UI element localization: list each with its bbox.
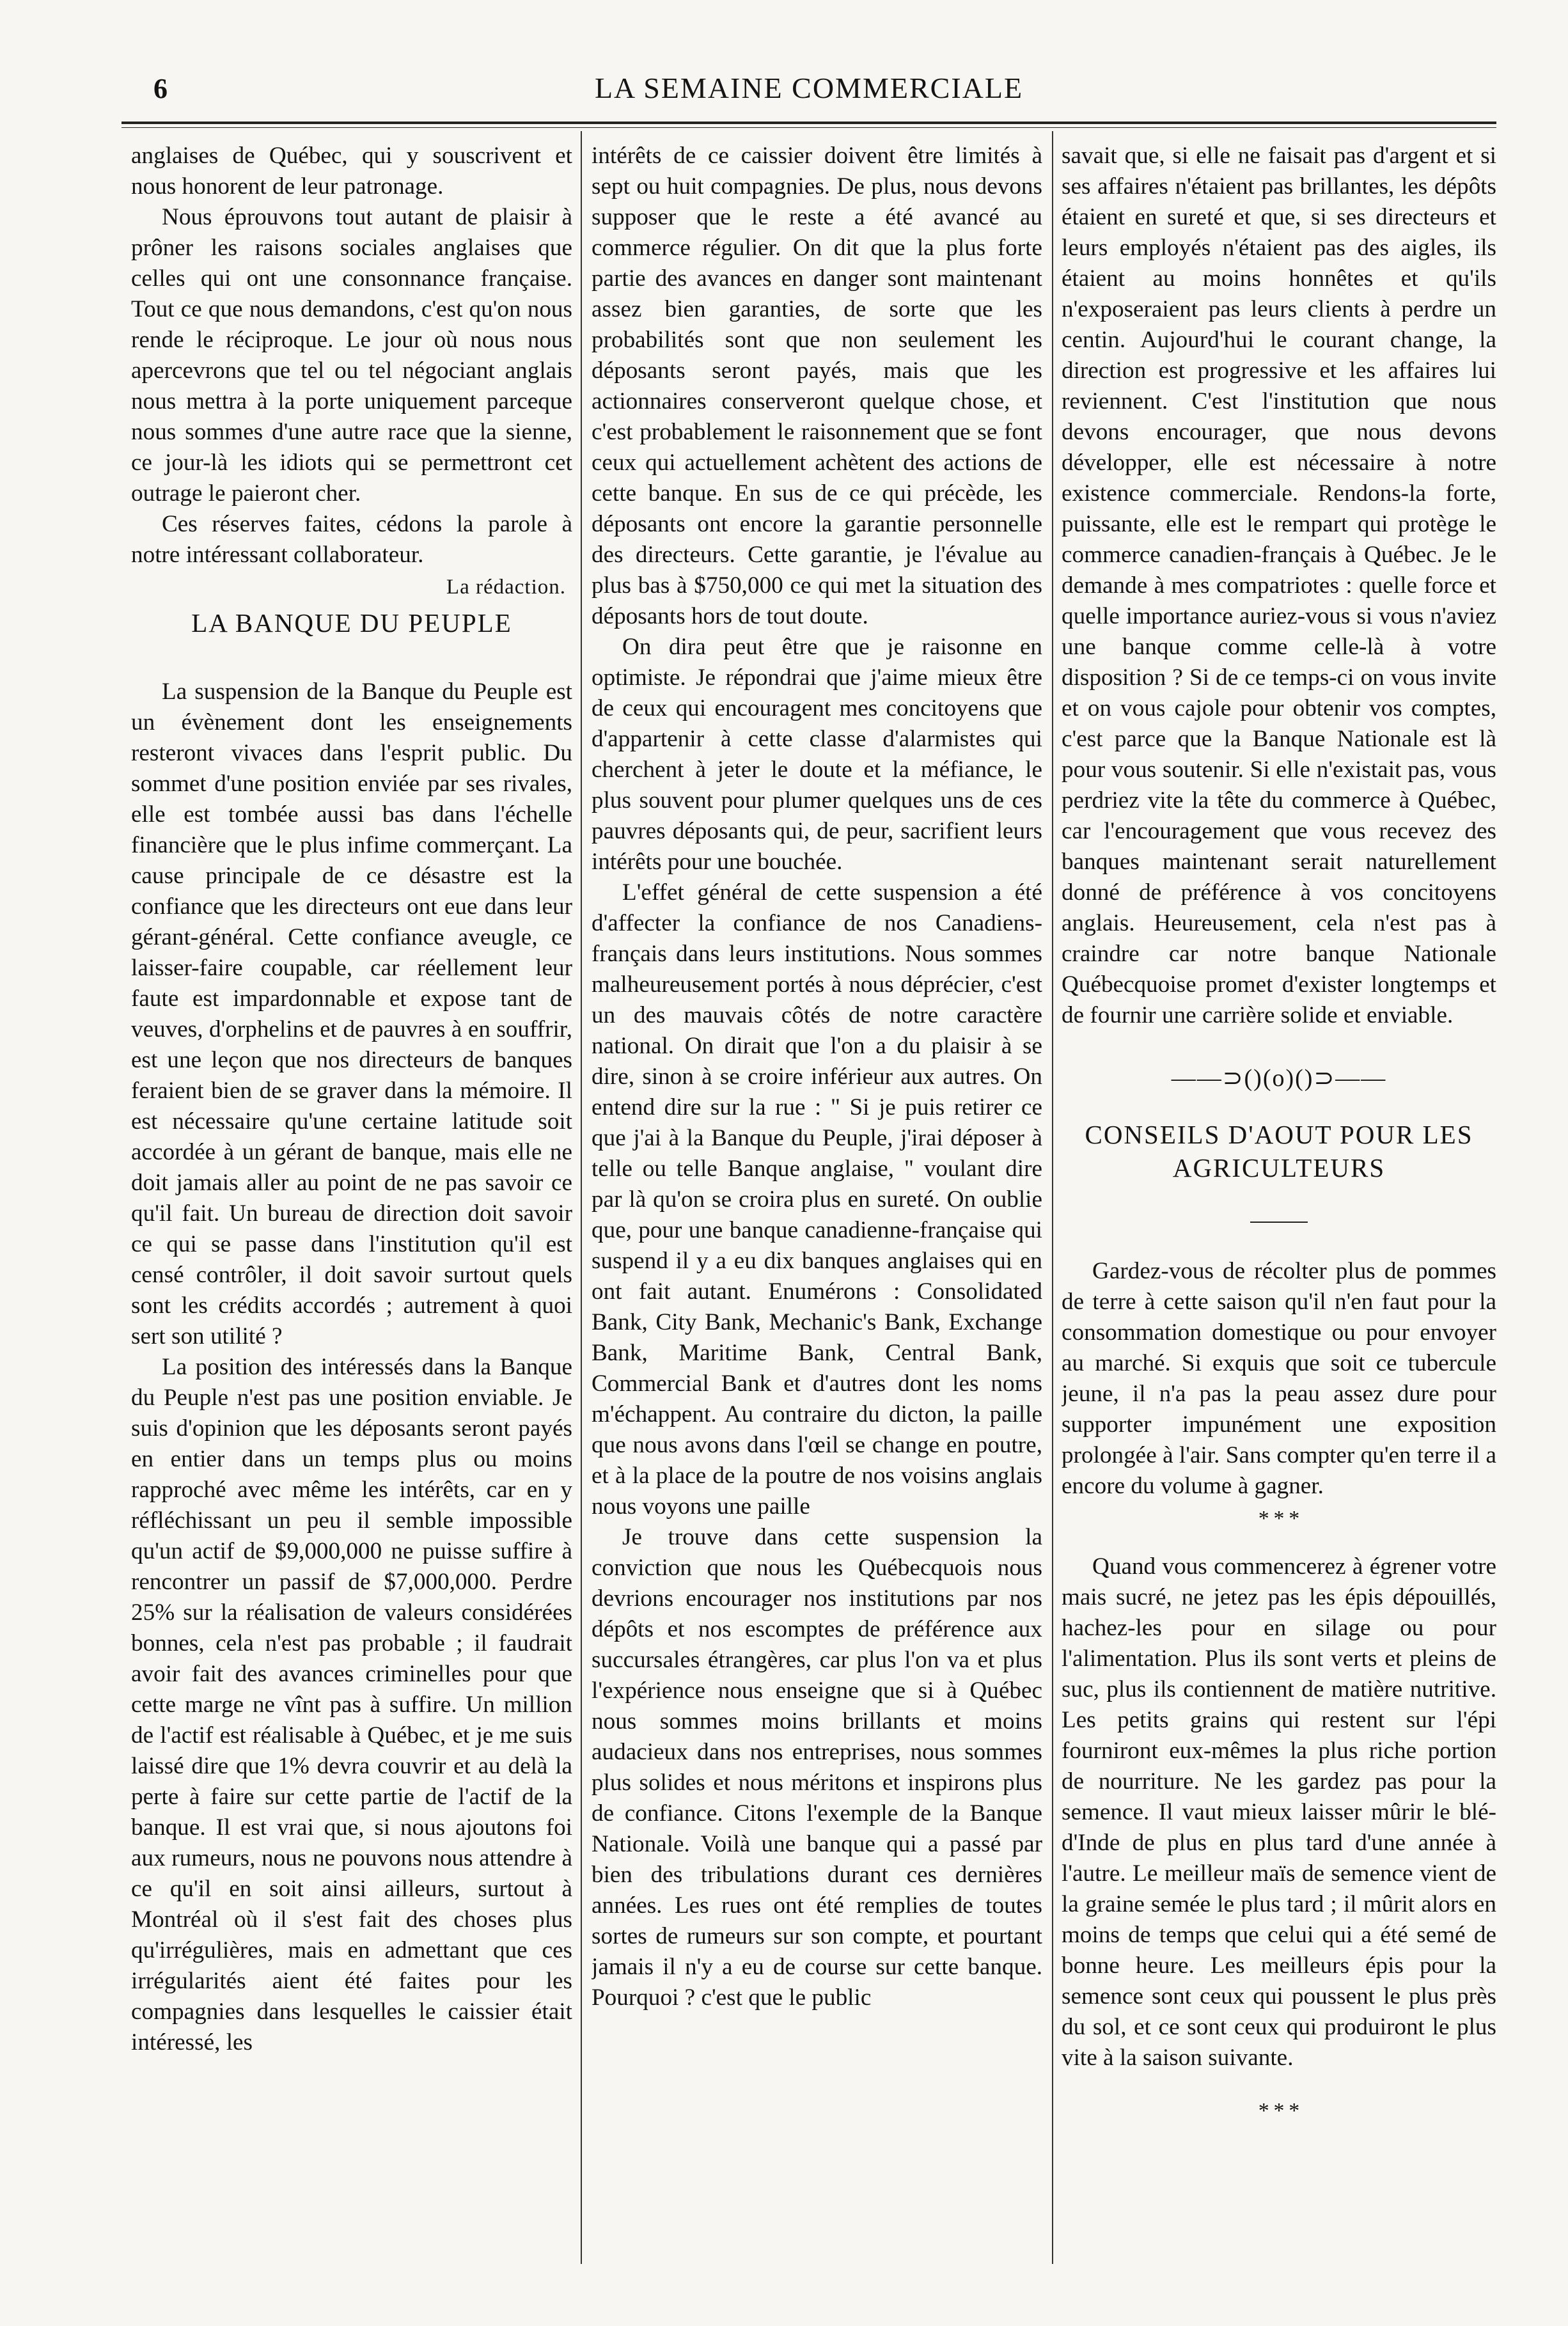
- journal-title: LA SEMAINE COMMERCIALE: [594, 72, 1024, 104]
- paragraph: On dira peut être que je raisonne en optimiste. Je répondrai que j'aime mieux être de ceux qui encouragent mes concitoyens que d'appartenir à cette classe d'alarmistes qui cherchent à jeter le doute et la méfiance, le plus souvent pour plumer quelques uns de ces pauvres déposants qui, de peur, sacrifient leurs intérêts pour une bouchée.: [592, 634, 1042, 875]
- page-number: 6: [153, 73, 168, 104]
- title-rule: [1250, 1222, 1308, 1223]
- paragraph: Je trouve dans cette suspension la conviction que nous les Québecquois nous devrions encourager nos institutions par nos dépôts et nos escomptes de préférence aux succursales étrangères, car plus l'on va et plus l'expérience nous enseigne que si à Québec nous sommes moins brillants et moins audacieux dans nos entreprises, nous sommes plus solides et nous méritons et inspirons plus de confiance. Citons l'exemple de la Banque Nationale. Voilà une banque qui a passé par bien des tribulations durant ces dernières années. Les rues ont été remplies de toutes sortes de rumeurs sur son compte, et pourtant jamais il n'y a eu de course sur cette banque. Pourquoi ? c'est que le public: [592, 1524, 1042, 2011]
- asterism: * * *: [1258, 1507, 1300, 1530]
- header-rule-thick: [122, 122, 1496, 124]
- section-ornament: ——⊃()(o)()⊃——: [1171, 1065, 1387, 1092]
- article-title: LA BANQUE DU PEUPLE: [191, 608, 512, 638]
- paragraph: anglaises de Québec, qui y souscrivent et nous honorent de leur patronage.: [131, 143, 572, 200]
- column-3: [1062, 141, 1496, 2290]
- asterism: * * *: [1258, 2099, 1300, 2123]
- paragraph: intérêts de ce caissier doivent être limités à sept ou huit compagnies. De plus, nous devons supposer que le reste a été avancé au commerce régulier. On dit que la plus forte partie des avances en danger sont maintenant assez bien garanties, de sorte que les probabilités sont que non seulement les déposants seront payés, mais que les actionnaires conserveront quelque chose, et c'est probablement le raisonnement que se font ceux qui actuellement achètent des actions de cette banque. En sus de ce qui précède, les déposants ont encore la garantie personnelle des directeurs. Cette garantie, je l'évalue au plus bas à $750,000 ce qui met la situation des déposants hors de tout doute.: [592, 143, 1042, 629]
- page-header: [122, 67, 1496, 112]
- paragraph: La suspension de la Banque du Peuple est un évènement dont les enseignements resteront vivaces dans l'esprit public. Du sommet d'une position enviée par ses rivales, elle est tombée aussi bas dans l'échelle financière que le plus infime commerçant. La cause principale de ce désastre est la confiance que les directeurs ont eue dans leur gérant-général. Cette confiance aveugle, ce laisser-faire coupable, car réellement leur faute est impardonnable et expose tant de veuves, d'orphelins et de pauvres à en souffrir, est une leçon que nos directeurs de banques feraient bien de se graver dans la mémoire. Il est nécessaire qu'une certaine latitude soit accordée à un gérant de banque, mais elle ne doit jamais aller au point de ne pas savoir ce qu'il fait. Un bureau de direction doit savoir ce qui se passe dans l'institution qu'il est censé contrôler, il doit savoir surtout quels sont les crédits accordés ; autrement à quoi sert son utilité ?: [131, 679, 572, 1349]
- article-title: CONSEILS D'AOUT POUR LES AGRICULTEURS: [1085, 1120, 1473, 1183]
- paragraph: Quand vous commencerez à égrener votre mais sucré, ne jetez pas les épis dépouillés, hachez-les pour en silage ou pour l'alimentation. Plus ils sont verts et pleins de suc, plus ils contiennent de matière nutritive. Les petits grains qui restent sur l'épi fourniront eux-mêmes la plus riche portion de nourriture. Ne les gardez pas pour la semence. Il vaut mieux laisser mûrir le blé-d'Inde de plus en plus tard d'une année à l'autre. Le meilleur maïs de semence vient de la graine semée le plus tard ; il mûrit alors en moins de temps que celui qui a été semé de bonne heure. Les meilleurs épis pour la semence sont ceux qui poussent le plus près du sol, et ce sont ceux qui produiront le plus vite à la saison suivante.: [1062, 1553, 1496, 2071]
- paragraph: Gardez-vous de récolter plus de pommes de terre à cette saison qu'il n'en faut pour la consommation domestique ou pour envoyer au marché. Si exquis que soit ce tubercule jeune, il n'a pas la peau assez dure pour supporter impunément une exposition prolongée à l'air. Sans compter qu'en terre il a encore du volume à gagner.: [1062, 1258, 1496, 1499]
- paragraph: L'effet général de cette suspension a été d'affecter la confiance de nos Canadiens-français dans leurs institutions. Nous sommes malheureusement portés à nous déprécier, c'est un des mauvais côtés de notre caractère national. On dirait que l'on a du plaisir à se dire, sinon à se croire inférieur aux autres. On entend dire sur la rue : " Si je puis retirer ce que j'ai à la Banque du Peuple, j'irai déposer à telle ou telle Banque anglaise, " voulant dire par là qu'on se croira plus en sureté. On oublie que, pour une banque canadienne-française qui suspend il y a eu dix banques anglaises qui en ont fait autant. Enumérons : Consolidated Bank, City Bank, Mechanic's Bank, Exchange Bank, Maritime Bank, Central Bank, Commercial Bank et d'autres dont les noms m'échappent. Au contraire du dicton, la paille que nous avons dans l'œil se change en poutre, et à la place de la poutre de nos voisins anglais nous voyons une paille: [592, 879, 1042, 1520]
- column-divider-2: [1052, 131, 1053, 2264]
- column-1: [131, 141, 572, 2290]
- header-rule-thin: [122, 127, 1496, 128]
- paragraph: La position des intéressés dans la Banque du Peuple n'est pas une position enviable. Je suis d'opinion que les déposants seront payés en entier dans un temps plus ou moins rapproché avec même les intérêts, car en y réfléchissant un peu il semble impossible qu'un actif de $9,000,000 ne puisse suffire à rencontrer un passif de $7,000,000. Perdre 25% sur la réalisation de valeurs considérées bonnes, cela n'est pas probable ; il faudrait avoir fait des avances criminelles pour que cette marge ne vînt pas à suffire. Un million de l'actif est réalisable à Québec, et je me suis laissé dire que 1% devra couvrir et au delà la perte à faire sur cette partie de l'actif de la banque. Il est vrai que, si nous ajoutons foi aux rumeurs, nous ne pouvons nous attendre à ce qu'il en soit ainsi ailleurs, surtout à Montréal où il s'est fait des choses plus qu'irrégulières, mais en admettant que ces irrégularités aient été faites pour les compagnies dans lesquelles le caissier était intéressé, les: [131, 1354, 572, 2055]
- column-divider-1: [581, 131, 582, 2264]
- paragraph: savait que, si elle ne faisait pas d'argent et si ses affaires n'étaient pas brillantes, les dépôts étaient en sureté et que, si ses directeurs et leurs employés n'étaient pas des aigles, ils étaient au moins honnêtes et qu'ils n'exposeraient pas leurs clients à perdre un centin. Aujourd'hui le courant change, la direction est progressive et les affaires lui reviennent. C'est l'institution que nous devons encourager, que nous devons développer, elle est nécessaire à notre existence commerciale. Rendons-la forte, puissante, elle est le rempart qui protège le commerce canadien-français à Québec. Je le demande à mes compatriotes : quelle force et quelle importance auriez-vous si vous n'aviez une banque comme celle-là à votre disposition ? Si de ce temps-ci on vous invite et on vous cajole pour obtenir vos comptes, c'est parce que la Banque Nationale est là pour vous soutenir. Si elle n'existait pas, vous perdriez vite la tête du commerce à Québec, car l'encouragement que vous recevez des banques maintenant serait naturellement donné de préférence à vos concitoyens anglais. Heureusement, cela n'est pas à craindre car notre banque Nationale Québecquoise promet d'exister longtemps et de fournir une carrière solide et enviable.: [1062, 143, 1496, 1028]
- column-2: [592, 141, 1042, 2290]
- editor-signature: La rédaction.: [446, 576, 566, 599]
- paragraph: Nous éprouvons tout autant de plaisir à prôner les raisons sociales anglaises que celles qui ont une consonnance française. Tout ce que nous demandons, c'est qu'on nous rende le réciproque. Le jour où nous nous apercevrons que tel ou tel négociant anglais nous mettra à la porte uniquement parceque nous sommes d'une autre race que la sienne, ce jour-là les idiots qui se permettront cet outrage le paieront cher.: [131, 204, 572, 507]
- paragraph: Ces réserves faites, cédons la parole à notre intéressant collaborateur.: [131, 511, 572, 568]
